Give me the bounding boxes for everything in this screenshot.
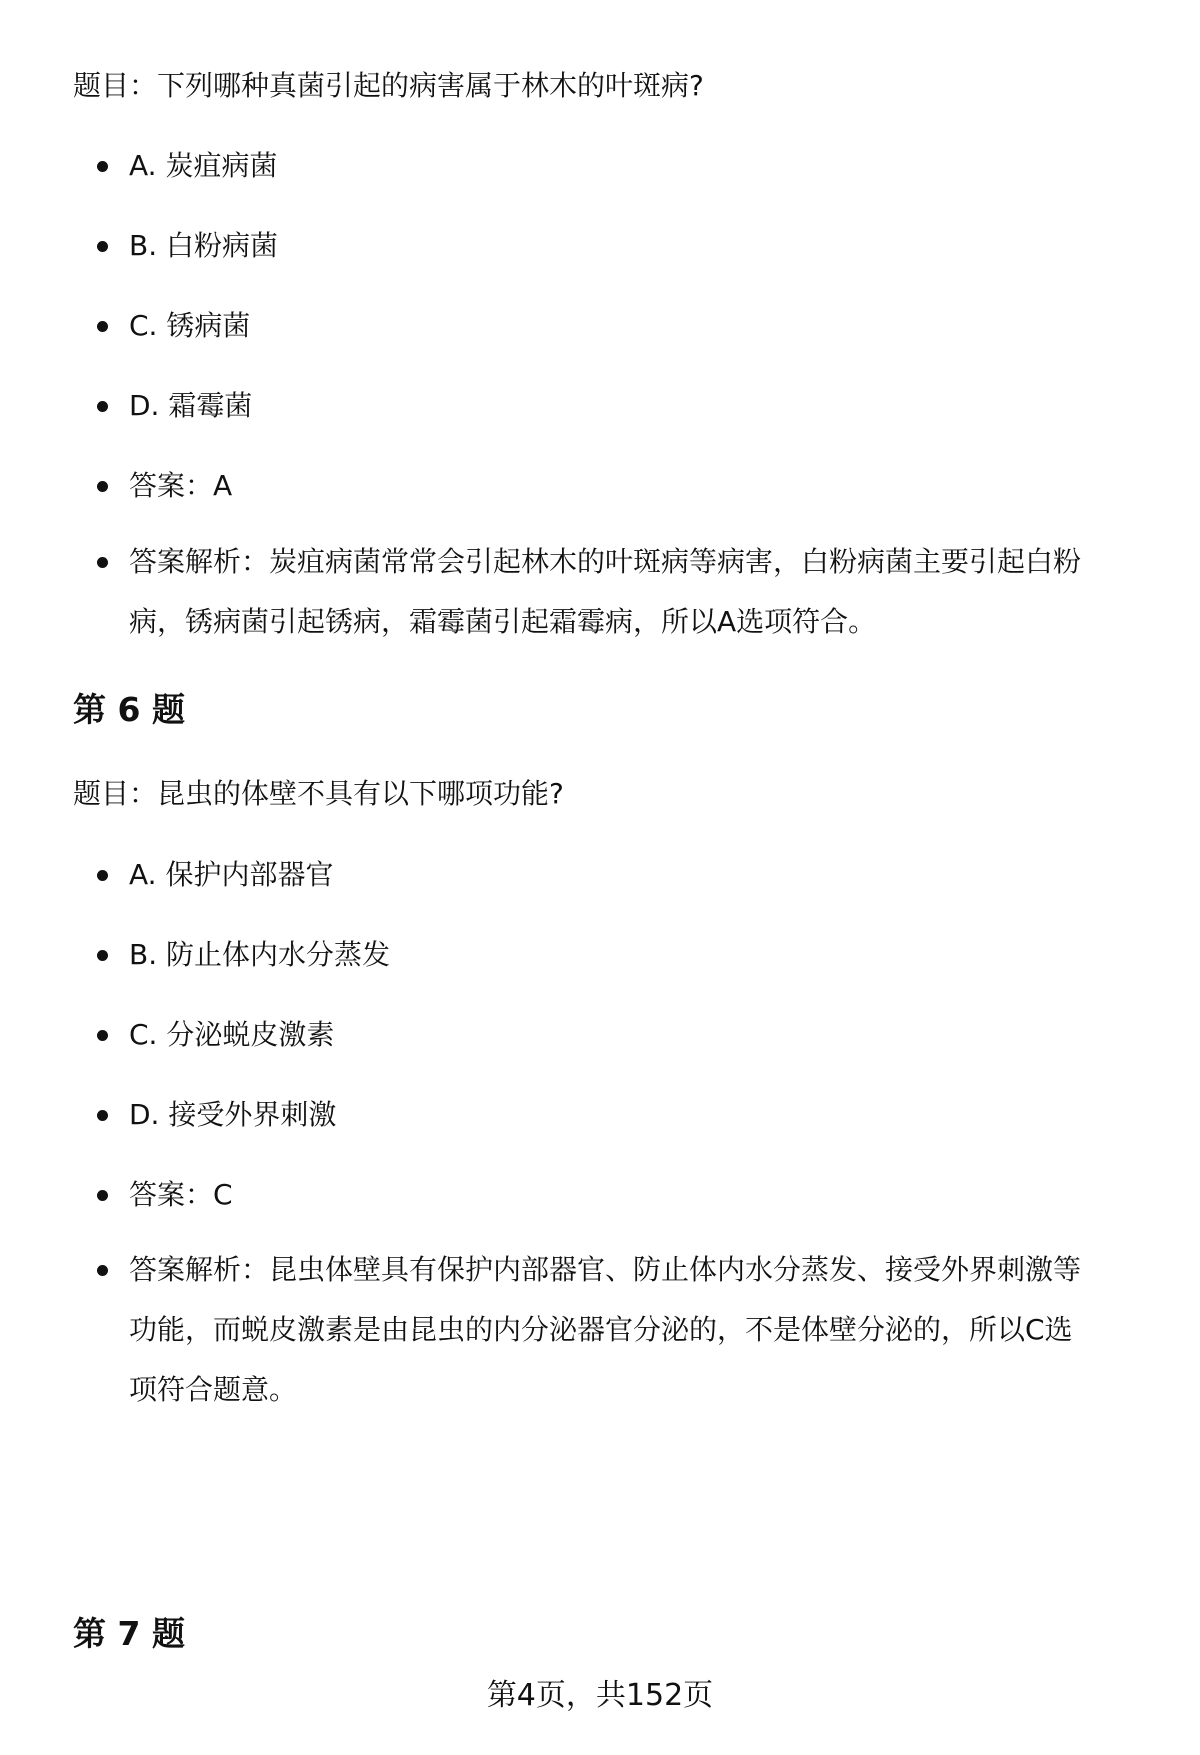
bullet-icon (97, 870, 108, 881)
question-5-option-d: D. 霜霉菌 (97, 386, 1147, 426)
bullet-icon (97, 481, 108, 492)
question-5-answer: 答案：A (97, 466, 1147, 506)
question-5-option-c: C. 锈病菌 (97, 306, 1147, 346)
bullet-icon (97, 241, 108, 252)
question-5-explanation (97, 532, 1147, 652)
explanation-line: 答案解析：昆虫体壁具有保护内部器官、防止体内水分蒸发、接受外界刺激等 (129, 1253, 1082, 1286)
bullet-icon (97, 321, 108, 332)
question-6-option-b: B. 防止体内水分蒸发 (97, 935, 1147, 975)
question-6-option-a: A. 保护内部器官 (97, 855, 1147, 895)
bullet-icon (97, 1030, 108, 1041)
question-6-option-d: D. 接受外界刺激 (97, 1095, 1147, 1135)
page-indicator: 第4页，共152页 (486, 1678, 714, 1713)
question-7-heading: 第 7 题 (73, 1614, 185, 1653)
bullet-icon (97, 950, 108, 961)
explanation-line: 答案解析：炭疽病菌常常会引起林木的叶斑病等病害，白粉病菌主要引起白粉 (129, 545, 1082, 578)
bullet-icon (97, 161, 108, 172)
question-6-prompt: 题目：昆虫的体壁不具有以下哪项功能? (73, 777, 564, 810)
explanation-line: 项符合题意。 (129, 1373, 298, 1406)
question-6-heading: 第 6 题 (73, 690, 185, 729)
explanation-line: 功能，而蜕皮激素是由昆虫的内分泌器官分泌的，不是体壁分泌的，所以C选 (129, 1313, 1073, 1346)
bullet-icon (97, 1190, 108, 1201)
bullet-icon (97, 401, 108, 412)
question-5-prompt: 题目：下列哪种真菌引起的病害属于林木的叶斑病? (73, 69, 704, 102)
bullet-icon (97, 557, 108, 568)
explanation-line: 病，锈病菌引起锈病，霜霉菌引起霜霉病，所以A选项符合。 (129, 605, 877, 638)
question-5-option-b: B. 白粉病菌 (97, 226, 1147, 266)
bullet-icon (97, 1110, 108, 1121)
question-5-option-a: A. 炭疽病菌 (97, 146, 1147, 186)
question-6-answer: 答案：C (97, 1175, 1147, 1215)
question-6-explanation (97, 1240, 1147, 1420)
question-6-option-c: C. 分泌蜕皮激素 (97, 1015, 1147, 1055)
bullet-icon (97, 1265, 108, 1276)
